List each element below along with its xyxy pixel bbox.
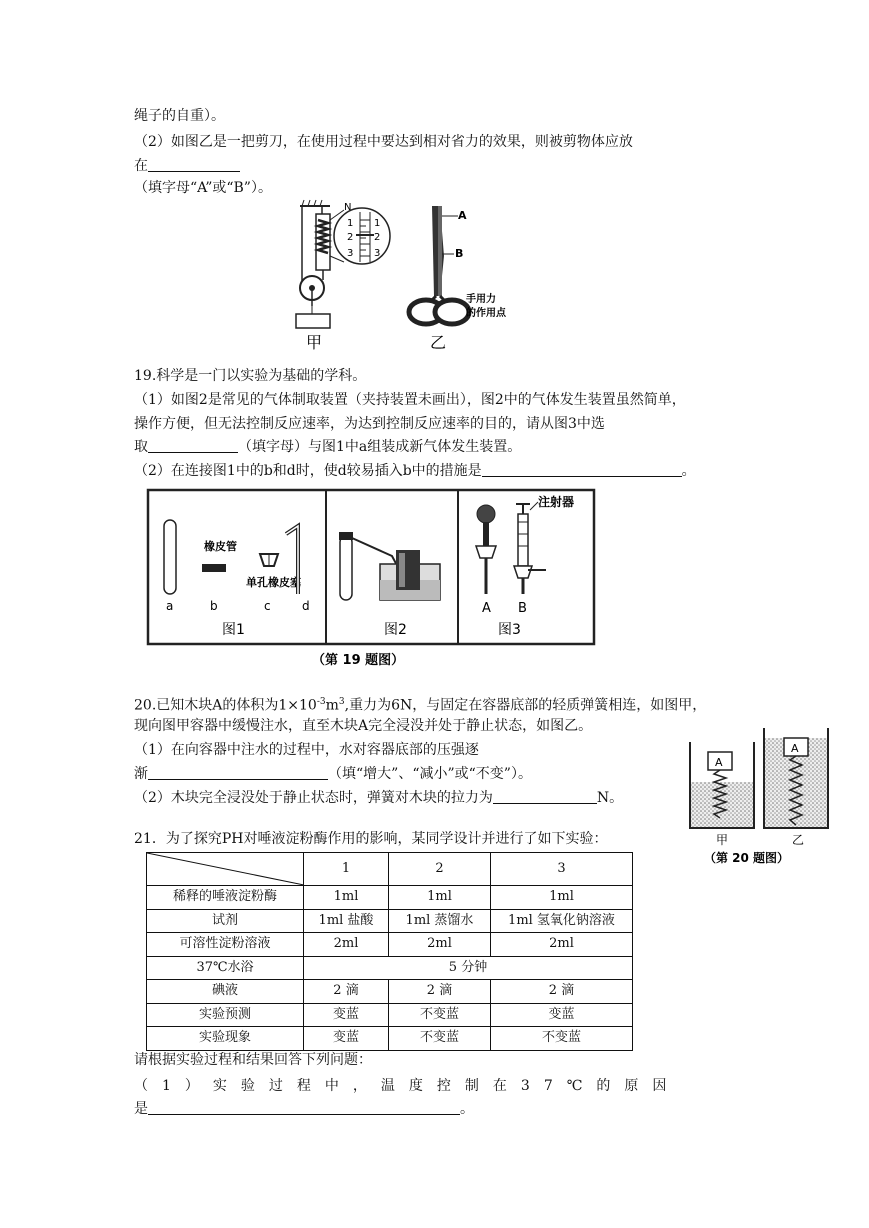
table-cell: 2ml <box>389 933 491 957</box>
row-label: 试剂 <box>147 909 304 933</box>
fig18-label-jia: 甲 <box>306 333 323 352</box>
q19-1-line-b: 操作方便，但无法控制反应速率，为达到控制反应速率的目的，请从图3中选 <box>134 416 605 432</box>
fig18-tick-1-right: 1 <box>374 218 381 229</box>
q18-2-line-c: （填字母“A”或“B”）。 <box>134 180 272 196</box>
fig19-rubber-tube-label: 橡皮管 <box>204 540 237 553</box>
fig18-tick-3-right: 3 <box>374 248 381 259</box>
table-row <box>147 956 633 980</box>
fig18-hand-force-1: 手用力 <box>466 294 496 305</box>
q19-title: 19.科学是一门以实验为基础的学科。 <box>134 368 367 384</box>
fig18-tick-2: 2 <box>347 232 354 243</box>
fig18-label-yi: 乙 <box>430 333 447 352</box>
table-cell: 变蓝 <box>304 1027 389 1051</box>
q18-2-line-a: （2）如图乙是一把剪刀，在使用过程中要达到相对省力的效果，则被剪物体应放 <box>134 134 633 150</box>
row-label: 实验预测 <box>147 1003 304 1027</box>
fig19-fig1-label: 图1 <box>222 622 245 638</box>
q20-1-line-a: （1）在向容器中注水的过程中，水对容器底部的压强逐 <box>134 742 479 758</box>
table-cell: 不变蓝 <box>491 1027 633 1051</box>
fig20-block-a-jia: A <box>715 756 723 769</box>
table-cell: 1ml 盐酸 <box>304 909 389 933</box>
fig20-containers <box>684 722 836 868</box>
table-row <box>147 1027 633 1051</box>
q20-1-prefix: 渐 <box>134 766 148 782</box>
fig19-fig3-label: 图3 <box>498 622 521 638</box>
q19-1-line-c <box>134 437 521 457</box>
q20-2-answer-blank[interactable] <box>493 789 597 804</box>
q19-1-suffix: （填字母）与图1中a组装成新气体发生装置。 <box>238 439 522 455</box>
table-cell: 2ml <box>491 933 633 957</box>
table-cell: 不变蓝 <box>389 1027 491 1051</box>
fig18-apparatus <box>290 196 530 352</box>
table-header-2: 2 <box>389 853 491 886</box>
q19-2-prefix: （2）在连接图1中的b和d时，使d较易插入b中的措施是 <box>134 463 482 479</box>
q20-unit-exp: 3 <box>338 697 345 707</box>
fig18-point-b: B <box>455 247 464 260</box>
table-row <box>147 980 633 1004</box>
q20-2-line <box>134 788 623 808</box>
fig20-label-yi: 乙 <box>792 833 805 847</box>
q18-answer-blank[interactable] <box>148 157 240 172</box>
fig19-letter-a: a <box>166 599 174 613</box>
fig18-scale-n: N <box>344 202 352 213</box>
table-cell: 1ml 氢氧化钠溶液 <box>491 909 633 933</box>
table-cell: 2 滴 <box>389 980 491 1004</box>
fig19-caption: （第 19 题图） <box>312 653 405 668</box>
q18-2-prefix: 在 <box>134 158 148 174</box>
q20-exp: -3 <box>316 697 326 707</box>
q20-volume-text: 20.已知木块A的体积为1×10 <box>134 697 317 714</box>
q21-1-line-a: （1）实验过程中，温度控制在37℃的原因 <box>134 1078 681 1094</box>
q19-2-line <box>134 461 696 481</box>
fig19-stopper-label: 单孔橡皮塞 <box>246 576 301 589</box>
table-header-3: 3 <box>491 853 633 886</box>
q20-1-answer-blank[interactable] <box>148 765 328 780</box>
row-label: 可溶性淀粉溶液 <box>147 933 304 957</box>
q21-title: 21．为了探究PH对唾液淀粉酶作用的影响，某同学设计并进行了如下实验： <box>134 831 608 847</box>
table-cell: 1ml <box>304 886 389 910</box>
table-row <box>147 933 633 957</box>
fig19-letter-cap-a: A <box>482 601 491 616</box>
q20-line-a <box>134 692 706 716</box>
table-header-row <box>147 853 633 886</box>
q19-1-line-a: （1）如图2是常见的气体制取装置（夹持装置未画出），图2中的气体发生装置虽然简单， <box>134 392 686 408</box>
corner-diagonal <box>147 853 304 885</box>
q21-instruction: 请根据实验过程和结果回答下列问题： <box>134 1052 372 1068</box>
fig20-label-jia: 甲 <box>716 833 729 847</box>
q19-2-answer-blank[interactable] <box>482 462 682 477</box>
table-cell: 变蓝 <box>304 1003 389 1027</box>
table-cell: 1ml <box>389 886 491 910</box>
q21-1-line-b <box>134 1099 474 1119</box>
fig19-letter-b: b <box>210 599 218 613</box>
fig19-letter-d: d <box>302 599 310 613</box>
q20-1-suffix: （填“增大”、“减小”或“不变”）。 <box>328 766 532 782</box>
fig18-hand-force-2: 的作用点 <box>466 308 506 319</box>
table-cell: 1ml 蒸馏水 <box>389 909 491 933</box>
q20-2-suffix: N。 <box>596 790 624 806</box>
experiment-table <box>146 852 633 1051</box>
q19-2-suffix: 。 <box>681 463 696 479</box>
q18-2-line-b <box>134 156 240 176</box>
q19-1-prefix: 取 <box>134 439 148 455</box>
table-cell: 1ml <box>491 886 633 910</box>
q21-1-answer-blank[interactable] <box>148 1100 460 1115</box>
fig19-apparatus <box>146 486 602 668</box>
table-row <box>147 886 633 910</box>
row-label: 碘液 <box>147 980 304 1004</box>
row-label: 37℃水浴 <box>147 956 304 980</box>
fig18-tick-2-right: 2 <box>374 232 381 243</box>
table-cell: 2ml <box>304 933 389 957</box>
table-row <box>147 1003 633 1027</box>
table-cell: 不变蓝 <box>389 1003 491 1027</box>
fig18-tick-3: 3 <box>347 248 354 259</box>
fig19-syringe-label: 注射器 <box>538 495 575 509</box>
q19-1-answer-blank[interactable] <box>148 438 238 453</box>
q20-line-b: 现向图甲容器中缓慢注水，直至木块A完全浸没并处于静止状态，如图乙。 <box>134 718 593 734</box>
q20-1-line-b <box>134 764 532 784</box>
table-cell: 2 滴 <box>491 980 633 1004</box>
table-cell: 变蓝 <box>491 1003 633 1027</box>
table-corner-cell <box>147 853 304 886</box>
table-header-1: 1 <box>304 853 389 886</box>
table-row <box>147 909 633 933</box>
row-label: 实验现象 <box>147 1027 304 1051</box>
fig19-letter-cap-b: B <box>518 601 527 616</box>
fig20-caption: （第 20 题图） <box>704 851 790 865</box>
table-cell: 2 滴 <box>304 980 389 1004</box>
fig20-block-a-yi: A <box>791 742 799 755</box>
fig18-tick-1: 1 <box>347 218 354 229</box>
row-label: 稀释的唾液淀粉酶 <box>147 886 304 910</box>
q21-1-suffix: 。 <box>460 1101 474 1117</box>
fig18-point-a: A <box>458 209 467 222</box>
fig19-letter-c: c <box>264 599 271 613</box>
q20-unit: m <box>325 697 339 714</box>
q21-1-prefix: 是 <box>134 1101 148 1117</box>
q20-rest: ,重力为6N，与固定在容器底部的轻质弹簧相连，如图甲， <box>344 697 707 714</box>
q18-tail-line: 绳子的自重）。 <box>134 108 225 124</box>
q20-2-prefix: （2）木块完全浸没处于静止状态时，弹簧对木块的拉力为 <box>134 790 493 806</box>
fig19-fig2-label: 图2 <box>384 622 407 638</box>
table-merged-cell: 5 分钟 <box>304 956 633 980</box>
